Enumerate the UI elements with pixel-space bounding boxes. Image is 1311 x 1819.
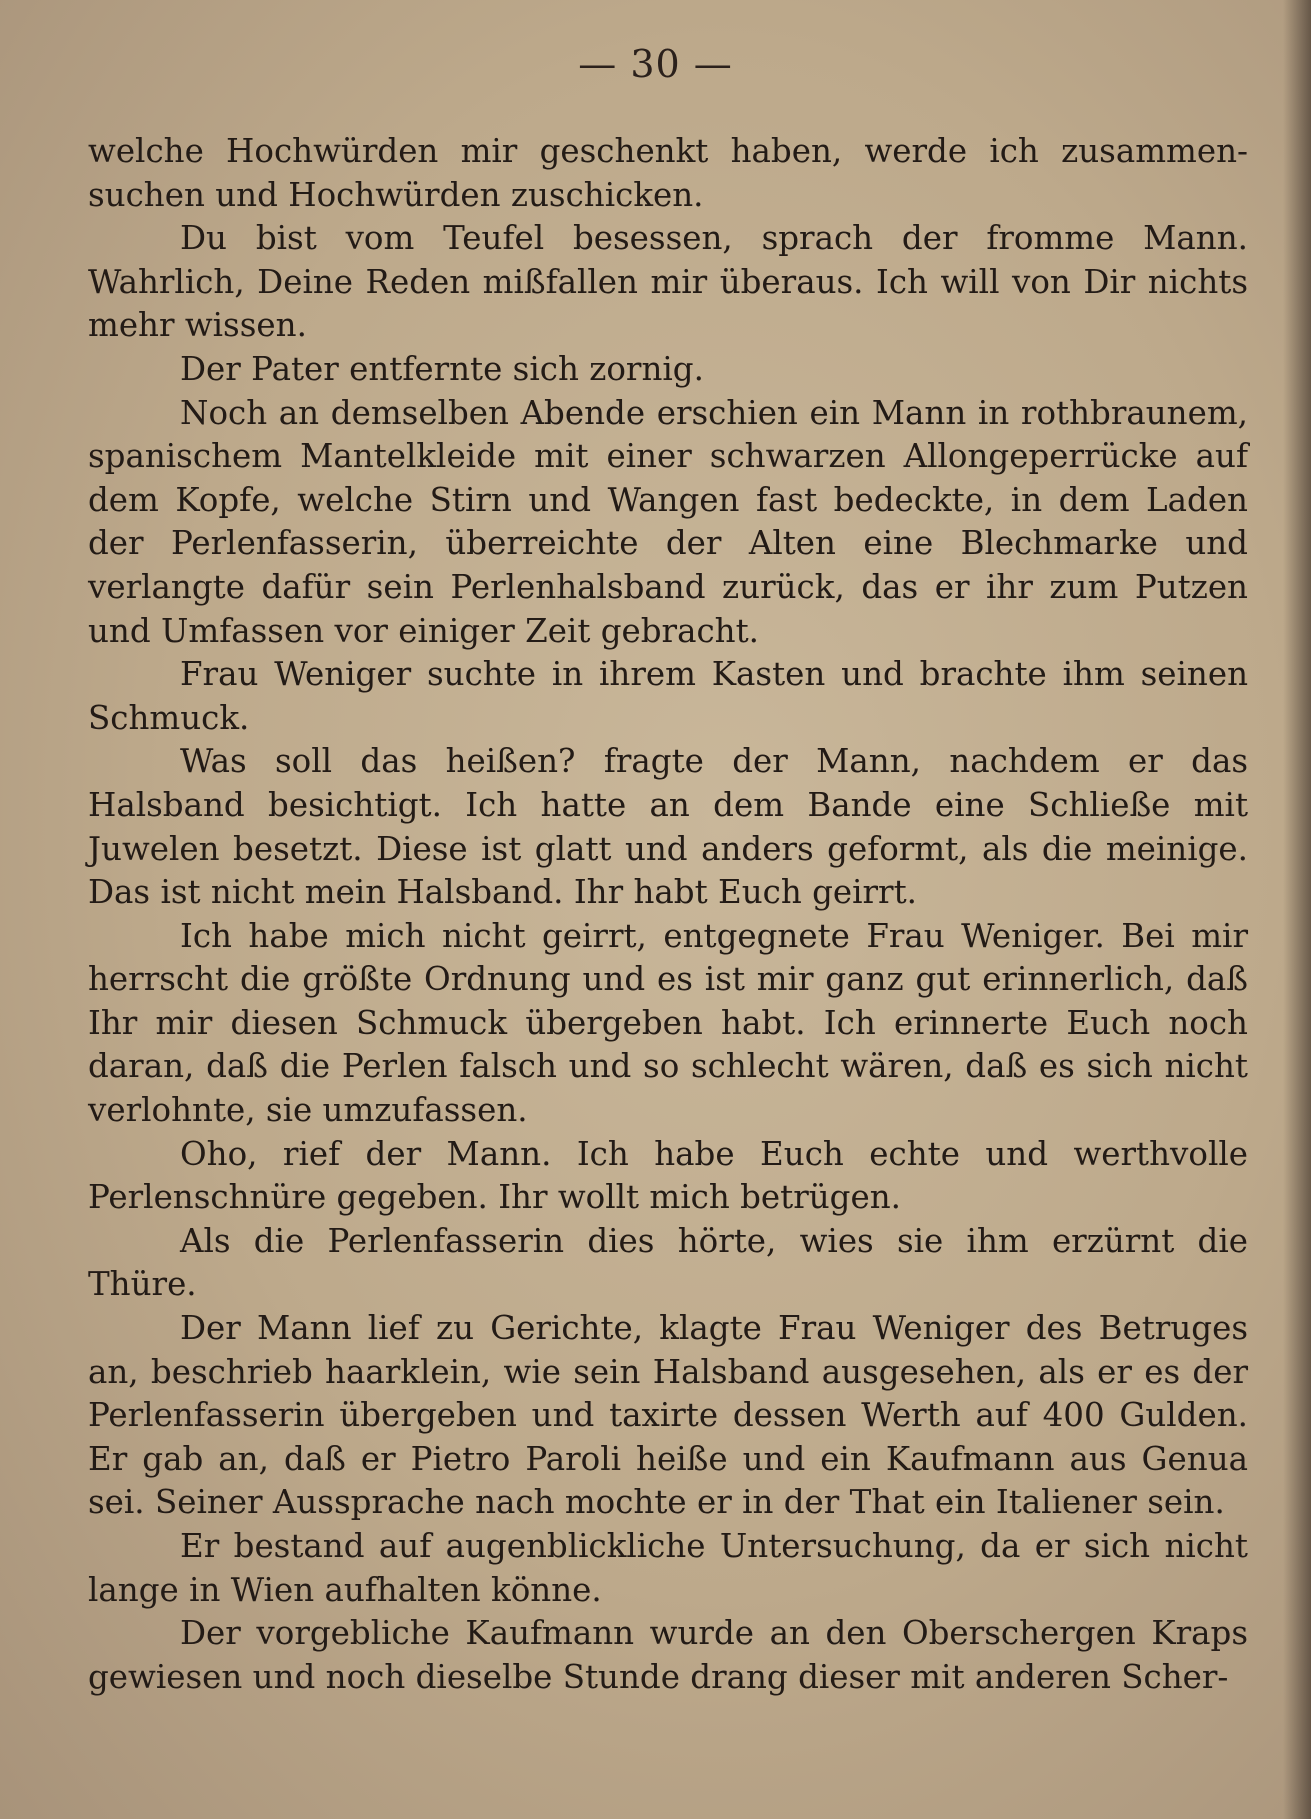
paragraph: Oho, rief der Mann. Ich habe Euch echte und werthvolle Perlenschnüre gegeben. Ihr wollt mich betrügen. xyxy=(88,1134,1248,1217)
paragraph: Als die Perlenfasserin dies hörte, wies sie ihm erzürnt die Thüre. xyxy=(88,1221,1248,1304)
paragraph: Noch an demselben Abende erschien ein Mann in rothbraunem, spanischem Mantelkleide mit einer schwarzen Allongeperrücke auf dem Kopfe, welche Stirn und Wangen fast bedeckte, in dem Laden der Perlenfasserin, überreichte der Alten eine Blechmarke und verlangte dafür sein Perlenhalsband zurück, das er ihr zum Putzen und Umfassen vor einiger Zeit gebracht. xyxy=(88,393,1248,650)
paragraph: welche Hochwürden mir geschenkt haben, werde ich zusammen-suchen und Hochwürden zuschicken. xyxy=(88,132,1248,214)
paragraph: Der Pater entfernte sich zornig. xyxy=(180,349,704,388)
page-number: — 30 — xyxy=(578,42,733,86)
paragraph: Der vorgebliche Kaufmann wurde an den Oberschergen Kraps gewiesen und noch dieselbe Stunde drang dieser mit anderen Scher- xyxy=(88,1614,1248,1696)
paragraph: Er bestand auf augenblickliche Untersuchung, da er sich nicht lange in Wien aufhalten könne. xyxy=(88,1527,1248,1609)
paragraph: Du bist vom Teufel besessen, sprach der fromme Mann. Wahrlich, Deine Reden mißfallen mir überaus. Ich will von Dir nichts mehr wissen. xyxy=(88,219,1248,345)
paragraph: Was soll das heißen? fragte der Mann, nachdem er das Halsband besichtigt. Ich hatte an dem Bande eine Schließe mit Juwelen besetzt. Diese ist glatt und anders geformt, als die meinige. Das ist nicht mein Halsband. Ihr habt Euch geirrt. xyxy=(88,742,1248,912)
paragraph: Frau Weniger suchte in ihrem Kasten und brachte ihm seinen Schmuck. xyxy=(88,655,1248,737)
body-text xyxy=(88,130,1248,1699)
paragraph: Ich habe mich nicht geirrt, entgegnete Frau Weniger. Bei mir herrscht die größte Ordnung und es ist mir ganz gut erinnerlich, daß Ihr mir diesen Schmuck übergeben habt. Ich erinnerte Euch noch daran, daß die Perlen falsch und so schlecht wären, daß es sich nicht verlohnte, sie umzufassen. xyxy=(88,916,1248,1130)
paragraph: Der Mann lief zu Gerichte, klagte Frau Weniger des Betruges an, beschrieb haarklein, wie sein Halsband ausgesehen, als er es der Perlenfasserin übergeben und taxirte dessen Werth auf 400 Gulden. Er gab an, daß er Pietro Paroli heiße und ein Kaufmann aus Genua sei. Seiner Aussprache nach mochte er in der That ein Italiener sein. xyxy=(88,1309,1248,1522)
